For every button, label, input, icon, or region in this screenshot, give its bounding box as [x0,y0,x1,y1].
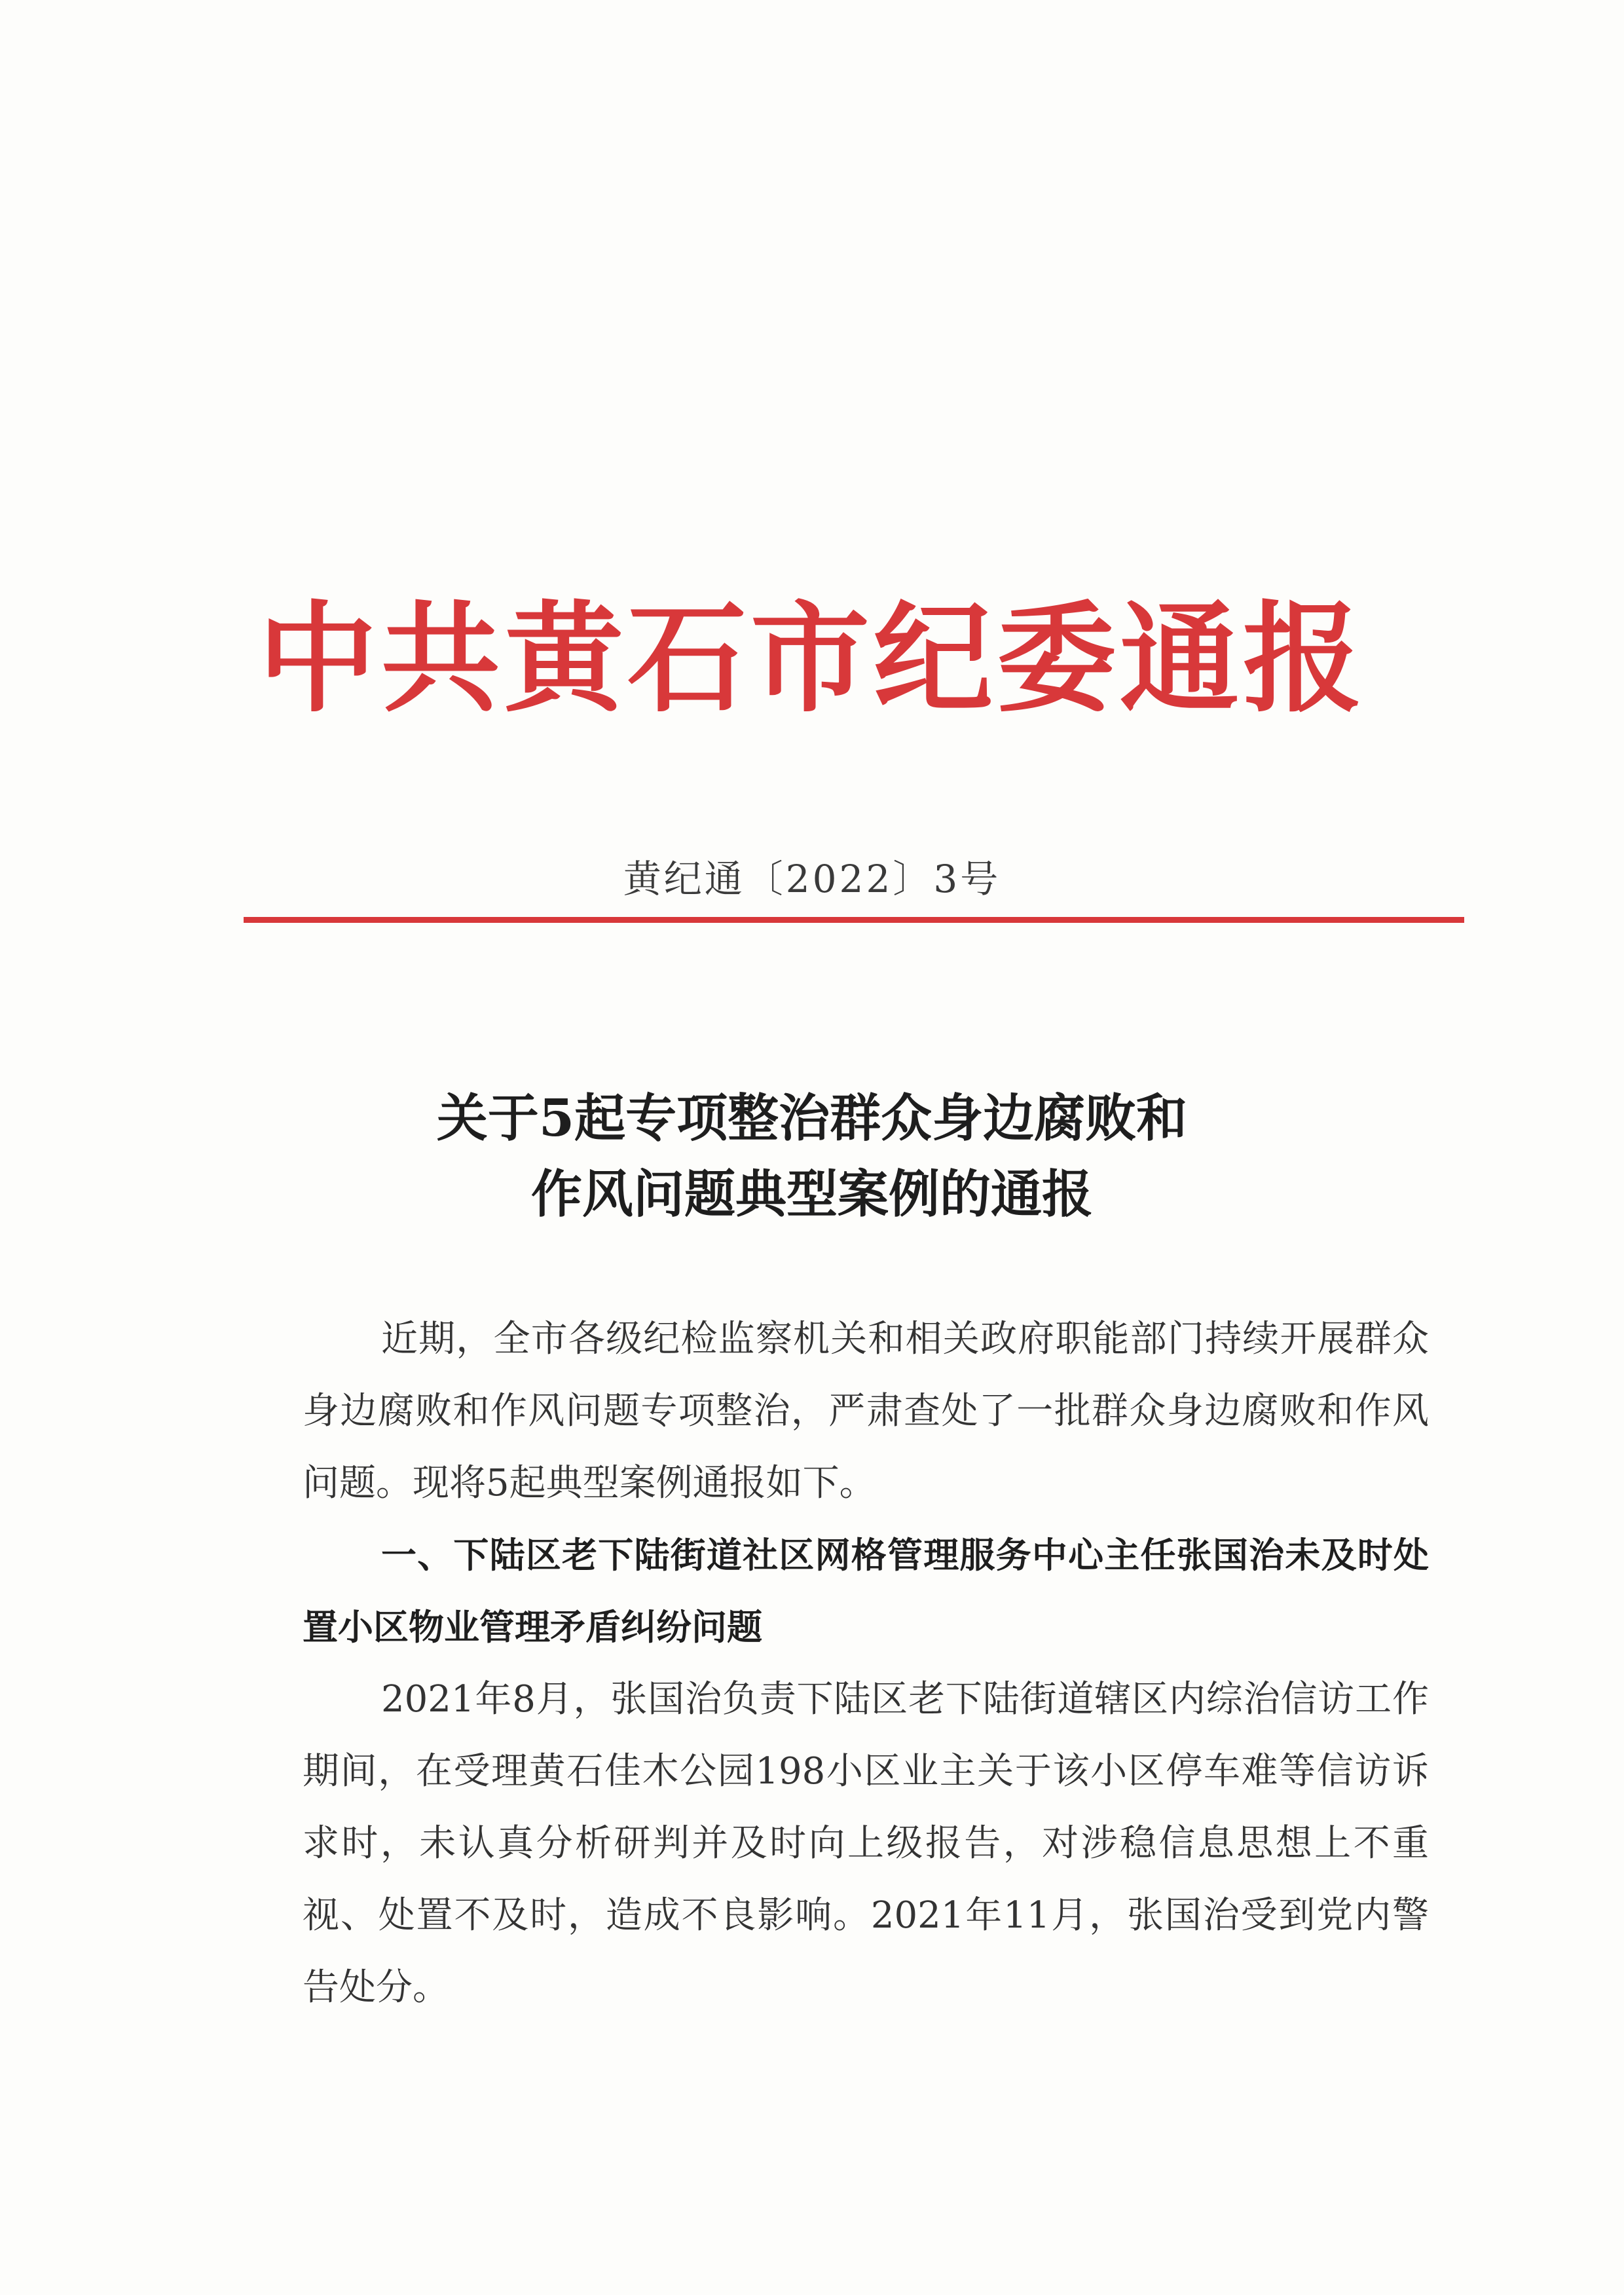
case-1-heading: 一、下陆区老下陆街道社区网格管理服务中心主任张国治未及时处置小区物业管理矛盾纠纷问题 [303,1535,1429,1648]
red-divider-line [244,917,1464,923]
intro-paragraph: 近期，全市各级纪检监察机关和相关政府职能部门持续开展群众身边腐败和作风问题专项整治，严肃查处了一批群众身边腐败和作风问题。现将5起典型案例通报如下。 [303,1318,1429,1504]
document-body [303,1303,1429,2024]
document-title-line-1: 关于5起专项整治群众身边腐败和 [436,1089,1188,1148]
document-title [0,1081,1624,1233]
case-1-paragraph: 2021年8月，张国治负责下陆区老下陆街道辖区内综治信访工作期间，在受理黄石佳木公园198小区业主关于该小区停车难等信访诉求时，未认真分析研判并及时向上级报告，对涉稳信息思想上不重视、处置不及时，造成不良影响。2021年11月，张国治受到党内警告处分。 [303,1678,1429,2009]
issuing-organization-title: 中共黄石市纪委通报 [258,588,1366,728]
document-title-line-2: 作风问题典型案例的通报 [530,1165,1093,1224]
document-number: 黄纪通〔2022〕3号 [623,857,1001,901]
